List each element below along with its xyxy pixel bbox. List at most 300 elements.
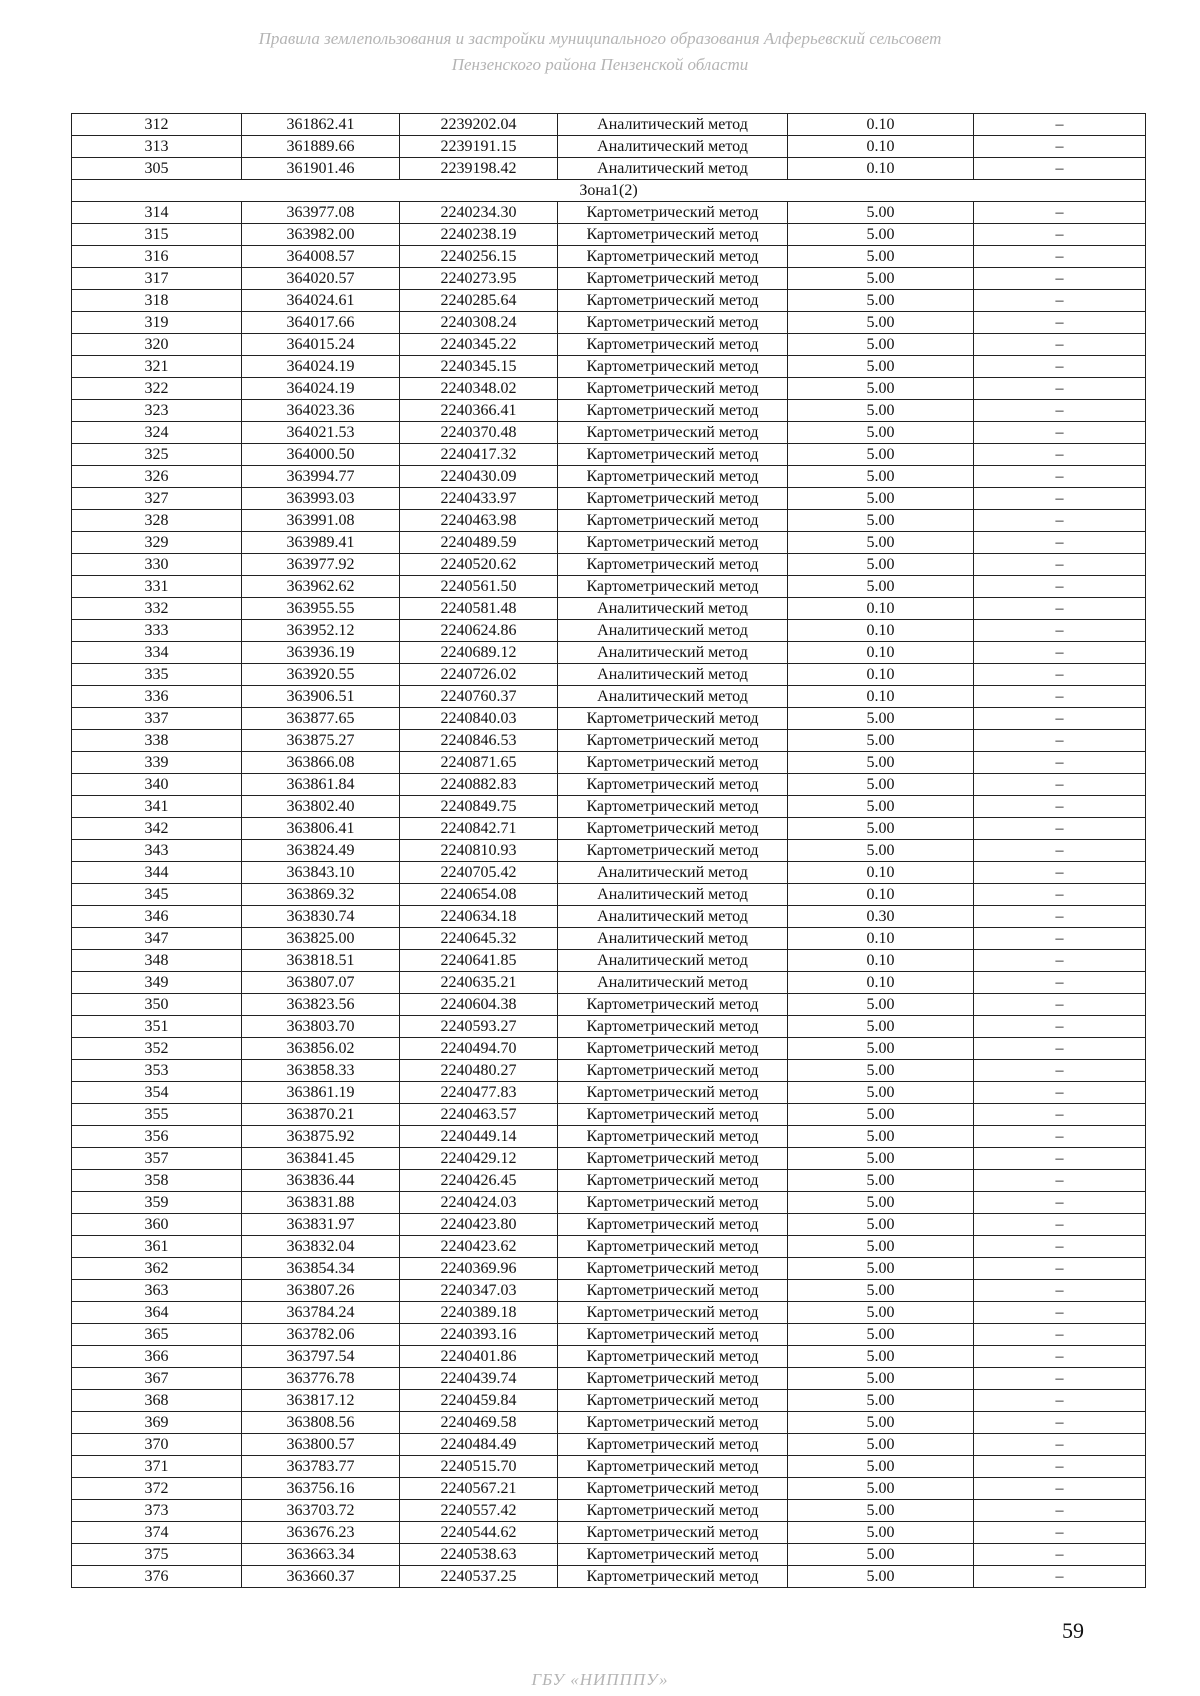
table-row	[72, 906, 1146, 928]
method-cell: Картометрический метод	[558, 532, 788, 554]
x-coordinate-cell: 363663.34	[242, 1544, 400, 1566]
accuracy-cell: 5.00	[788, 488, 974, 510]
y-coordinate-cell: 2240345.22	[400, 334, 558, 356]
point-number-cell: 319	[72, 312, 242, 334]
x-coordinate-cell: 363807.07	[242, 972, 400, 994]
method-cell: Аналитический метод	[558, 642, 788, 664]
y-coordinate-cell: 2240366.41	[400, 400, 558, 422]
accuracy-cell: 0.10	[788, 686, 974, 708]
accuracy-cell: 5.00	[788, 1346, 974, 1368]
x-coordinate-cell: 363977.92	[242, 554, 400, 576]
note-cell: –	[974, 1346, 1146, 1368]
x-coordinate-cell: 363703.72	[242, 1500, 400, 1522]
note-cell: –	[974, 994, 1146, 1016]
note-cell: –	[974, 1302, 1146, 1324]
point-number-cell: 373	[72, 1500, 242, 1522]
y-coordinate-cell: 2239202.04	[400, 114, 558, 136]
note-cell: –	[974, 950, 1146, 972]
table-row	[72, 664, 1146, 686]
x-coordinate-cell: 364008.57	[242, 246, 400, 268]
point-number-cell: 351	[72, 1016, 242, 1038]
accuracy-cell: 5.00	[788, 1214, 974, 1236]
note-cell: –	[974, 1544, 1146, 1566]
method-cell: Картометрический метод	[558, 818, 788, 840]
note-cell: –	[974, 488, 1146, 510]
y-coordinate-cell: 2240480.27	[400, 1060, 558, 1082]
x-coordinate-cell: 364024.19	[242, 356, 400, 378]
y-coordinate-cell: 2240430.09	[400, 466, 558, 488]
note-cell: –	[974, 1390, 1146, 1412]
table-row	[72, 1544, 1146, 1566]
table-row	[72, 796, 1146, 818]
y-coordinate-cell: 2240423.62	[400, 1236, 558, 1258]
y-coordinate-cell: 2240463.98	[400, 510, 558, 532]
point-number-cell: 354	[72, 1082, 242, 1104]
method-cell: Картометрический метод	[558, 1434, 788, 1456]
method-cell: Аналитический метод	[558, 862, 788, 884]
accuracy-cell: 5.00	[788, 796, 974, 818]
accuracy-cell: 5.00	[788, 1192, 974, 1214]
x-coordinate-cell: 363818.51	[242, 950, 400, 972]
table-row	[72, 818, 1146, 840]
note-cell: –	[974, 246, 1146, 268]
method-cell: Картометрический метод	[558, 1258, 788, 1280]
note-cell: –	[974, 708, 1146, 730]
method-cell: Картометрический метод	[558, 290, 788, 312]
y-coordinate-cell: 2240705.42	[400, 862, 558, 884]
point-number-cell: 344	[72, 862, 242, 884]
y-coordinate-cell: 2240871.65	[400, 752, 558, 774]
x-coordinate-cell: 364000.50	[242, 444, 400, 466]
point-number-cell: 322	[72, 378, 242, 400]
table-row	[72, 400, 1146, 422]
method-cell: Аналитический метод	[558, 928, 788, 950]
table-row	[72, 928, 1146, 950]
accuracy-cell: 0.10	[788, 928, 974, 950]
accuracy-cell: 5.00	[788, 994, 974, 1016]
table-row	[72, 994, 1146, 1016]
method-cell: Картометрический метод	[558, 1412, 788, 1434]
point-number-cell: 318	[72, 290, 242, 312]
method-cell: Аналитический метод	[558, 950, 788, 972]
method-cell: Картометрический метод	[558, 466, 788, 488]
y-coordinate-cell: 2240393.16	[400, 1324, 558, 1346]
x-coordinate-cell: 363782.06	[242, 1324, 400, 1346]
y-coordinate-cell: 2240459.84	[400, 1390, 558, 1412]
accuracy-cell: 0.10	[788, 598, 974, 620]
note-cell: –	[974, 664, 1146, 686]
note-cell: –	[974, 1434, 1146, 1456]
table-row	[72, 1434, 1146, 1456]
accuracy-cell: 5.00	[788, 1434, 974, 1456]
x-coordinate-cell: 363836.44	[242, 1170, 400, 1192]
x-coordinate-cell: 363824.49	[242, 840, 400, 862]
point-number-cell: 374	[72, 1522, 242, 1544]
accuracy-cell: 5.00	[788, 1148, 974, 1170]
y-coordinate-cell: 2240449.14	[400, 1126, 558, 1148]
method-cell: Картометрический метод	[558, 1104, 788, 1126]
method-cell: Картометрический метод	[558, 840, 788, 862]
table-row	[72, 1324, 1146, 1346]
note-cell: –	[974, 1456, 1146, 1478]
method-cell: Картометрический метод	[558, 1346, 788, 1368]
table-row	[72, 686, 1146, 708]
note-cell: –	[974, 1258, 1146, 1280]
note-cell: –	[974, 752, 1146, 774]
table-row	[72, 972, 1146, 994]
point-number-cell: 305	[72, 158, 242, 180]
table-row	[72, 532, 1146, 554]
y-coordinate-cell: 2239198.42	[400, 158, 558, 180]
point-number-cell: 334	[72, 642, 242, 664]
x-coordinate-cell: 363875.92	[242, 1126, 400, 1148]
method-cell: Картометрический метод	[558, 554, 788, 576]
point-number-cell: 370	[72, 1434, 242, 1456]
table-row	[72, 598, 1146, 620]
x-coordinate-cell: 363861.19	[242, 1082, 400, 1104]
x-coordinate-cell: 363830.74	[242, 906, 400, 928]
table-row	[72, 642, 1146, 664]
point-number-cell: 323	[72, 400, 242, 422]
accuracy-cell: 5.00	[788, 1038, 974, 1060]
table-row	[72, 1390, 1146, 1412]
x-coordinate-cell: 363841.45	[242, 1148, 400, 1170]
method-cell: Картометрический метод	[558, 422, 788, 444]
y-coordinate-cell: 2240429.12	[400, 1148, 558, 1170]
method-cell: Аналитический метод	[558, 884, 788, 906]
note-cell: –	[974, 356, 1146, 378]
table-row	[72, 1038, 1146, 1060]
x-coordinate-cell: 363806.41	[242, 818, 400, 840]
table-row	[72, 114, 1146, 136]
table-row	[72, 466, 1146, 488]
method-cell: Картометрический метод	[558, 1016, 788, 1038]
note-cell: –	[974, 554, 1146, 576]
accuracy-cell: 5.00	[788, 268, 974, 290]
note-cell: –	[974, 422, 1146, 444]
method-cell: Картометрический метод	[558, 1170, 788, 1192]
note-cell: –	[974, 1148, 1146, 1170]
x-coordinate-cell: 363866.08	[242, 752, 400, 774]
x-coordinate-cell: 361862.41	[242, 114, 400, 136]
method-cell: Картометрический метод	[558, 1478, 788, 1500]
point-number-cell: 372	[72, 1478, 242, 1500]
y-coordinate-cell: 2240726.02	[400, 664, 558, 686]
method-cell: Картометрический метод	[558, 202, 788, 224]
y-coordinate-cell: 2240689.12	[400, 642, 558, 664]
page-number: 59	[1062, 1618, 1084, 1643]
y-coordinate-cell: 2240369.96	[400, 1258, 558, 1280]
accuracy-cell: 5.00	[788, 818, 974, 840]
point-number-cell: 368	[72, 1390, 242, 1412]
y-coordinate-cell: 2240433.97	[400, 488, 558, 510]
y-coordinate-cell: 2240469.58	[400, 1412, 558, 1434]
point-number-cell: 336	[72, 686, 242, 708]
method-cell: Картометрический метод	[558, 312, 788, 334]
y-coordinate-cell: 2240537.25	[400, 1566, 558, 1588]
note-cell: –	[974, 334, 1146, 356]
method-cell: Картометрический метод	[558, 1148, 788, 1170]
note-cell: –	[974, 202, 1146, 224]
accuracy-cell: 5.00	[788, 532, 974, 554]
note-cell: –	[974, 774, 1146, 796]
coordinates-table	[71, 113, 1146, 1588]
table-row	[72, 1236, 1146, 1258]
point-number-cell: 317	[72, 268, 242, 290]
table-row	[72, 950, 1146, 972]
y-coordinate-cell: 2240842.71	[400, 818, 558, 840]
x-coordinate-cell: 363955.55	[242, 598, 400, 620]
accuracy-cell: 5.00	[788, 1544, 974, 1566]
y-coordinate-cell: 2240347.03	[400, 1280, 558, 1302]
x-coordinate-cell: 363676.23	[242, 1522, 400, 1544]
point-number-cell: 333	[72, 620, 242, 642]
y-coordinate-cell: 2240561.50	[400, 576, 558, 598]
y-coordinate-cell: 2240308.24	[400, 312, 558, 334]
y-coordinate-cell: 2240494.70	[400, 1038, 558, 1060]
table-row	[72, 1214, 1146, 1236]
note-cell: –	[974, 290, 1146, 312]
point-number-cell: 358	[72, 1170, 242, 1192]
note-cell: –	[974, 1500, 1146, 1522]
note-cell: –	[974, 576, 1146, 598]
accuracy-cell: 5.00	[788, 246, 974, 268]
y-coordinate-cell: 2240567.21	[400, 1478, 558, 1500]
point-number-cell: 326	[72, 466, 242, 488]
table-row	[72, 1126, 1146, 1148]
table-row	[72, 1478, 1146, 1500]
note-cell: –	[974, 1038, 1146, 1060]
table-row	[72, 224, 1146, 246]
x-coordinate-cell: 363756.16	[242, 1478, 400, 1500]
y-coordinate-cell: 2240641.85	[400, 950, 558, 972]
table-row	[72, 290, 1146, 312]
y-coordinate-cell: 2240477.83	[400, 1082, 558, 1104]
note-cell: –	[974, 400, 1146, 422]
table-row	[72, 1060, 1146, 1082]
table-row	[72, 1346, 1146, 1368]
note-cell: –	[974, 466, 1146, 488]
accuracy-cell: 0.10	[788, 642, 974, 664]
point-number-cell: 332	[72, 598, 242, 620]
x-coordinate-cell: 364017.66	[242, 312, 400, 334]
point-number-cell: 343	[72, 840, 242, 862]
method-cell: Картометрический метод	[558, 400, 788, 422]
point-number-cell: 359	[72, 1192, 242, 1214]
point-number-cell: 328	[72, 510, 242, 532]
note-cell: –	[974, 906, 1146, 928]
method-cell: Картометрический метод	[558, 796, 788, 818]
point-number-cell: 325	[72, 444, 242, 466]
note-cell: –	[974, 1126, 1146, 1148]
table-row	[72, 1500, 1146, 1522]
zone-header-row	[72, 180, 1146, 202]
x-coordinate-cell: 363858.33	[242, 1060, 400, 1082]
x-coordinate-cell: 363977.08	[242, 202, 400, 224]
x-coordinate-cell: 363993.03	[242, 488, 400, 510]
y-coordinate-cell: 2240624.86	[400, 620, 558, 642]
table-row	[72, 1192, 1146, 1214]
note-cell: –	[974, 1060, 1146, 1082]
method-cell: Аналитический метод	[558, 620, 788, 642]
accuracy-cell: 5.00	[788, 730, 974, 752]
x-coordinate-cell: 363831.97	[242, 1214, 400, 1236]
point-number-cell: 352	[72, 1038, 242, 1060]
y-coordinate-cell: 2240285.64	[400, 290, 558, 312]
table-row	[72, 158, 1146, 180]
y-coordinate-cell: 2240484.49	[400, 1434, 558, 1456]
table-row	[72, 730, 1146, 752]
table-row	[72, 1368, 1146, 1390]
method-cell: Картометрический метод	[558, 1544, 788, 1566]
x-coordinate-cell: 363962.62	[242, 576, 400, 598]
point-number-cell: 350	[72, 994, 242, 1016]
point-number-cell: 362	[72, 1258, 242, 1280]
note-cell: –	[974, 1368, 1146, 1390]
coordinates-table-body	[72, 114, 1146, 1588]
note-cell: –	[974, 686, 1146, 708]
accuracy-cell: 5.00	[788, 554, 974, 576]
accuracy-cell: 5.00	[788, 1082, 974, 1104]
note-cell: –	[974, 884, 1146, 906]
x-coordinate-cell: 363843.10	[242, 862, 400, 884]
x-coordinate-cell: 363784.24	[242, 1302, 400, 1324]
y-coordinate-cell: 2240234.30	[400, 202, 558, 224]
point-number-cell: 345	[72, 884, 242, 906]
x-coordinate-cell: 363991.08	[242, 510, 400, 532]
table-row	[72, 510, 1146, 532]
accuracy-cell: 5.00	[788, 1478, 974, 1500]
point-number-cell: 355	[72, 1104, 242, 1126]
y-coordinate-cell: 2240417.32	[400, 444, 558, 466]
x-coordinate-cell: 363823.56	[242, 994, 400, 1016]
point-number-cell: 369	[72, 1412, 242, 1434]
table-row	[72, 620, 1146, 642]
point-number-cell: 365	[72, 1324, 242, 1346]
accuracy-cell: 5.00	[788, 1060, 974, 1082]
method-cell: Картометрический метод	[558, 510, 788, 532]
x-coordinate-cell: 364015.24	[242, 334, 400, 356]
method-cell: Картометрический метод	[558, 1456, 788, 1478]
x-coordinate-cell: 363660.37	[242, 1566, 400, 1588]
table-row	[72, 268, 1146, 290]
x-coordinate-cell: 363776.78	[242, 1368, 400, 1390]
x-coordinate-cell: 364023.36	[242, 400, 400, 422]
table-row	[72, 1412, 1146, 1434]
point-number-cell: 329	[72, 532, 242, 554]
note-cell: –	[974, 1566, 1146, 1588]
x-coordinate-cell: 363800.57	[242, 1434, 400, 1456]
point-number-cell: 335	[72, 664, 242, 686]
method-cell: Аналитический метод	[558, 114, 788, 136]
point-number-cell: 342	[72, 818, 242, 840]
table-row	[72, 862, 1146, 884]
table-row	[72, 576, 1146, 598]
y-coordinate-cell: 2240489.59	[400, 532, 558, 554]
y-coordinate-cell: 2240348.02	[400, 378, 558, 400]
method-cell: Картометрический метод	[558, 1390, 788, 1412]
y-coordinate-cell: 2240256.15	[400, 246, 558, 268]
x-coordinate-cell: 363989.41	[242, 532, 400, 554]
x-coordinate-cell: 363869.32	[242, 884, 400, 906]
point-number-cell: 327	[72, 488, 242, 510]
point-number-cell: 339	[72, 752, 242, 774]
y-coordinate-cell: 2240645.32	[400, 928, 558, 950]
y-coordinate-cell: 2240604.38	[400, 994, 558, 1016]
method-cell: Картометрический метод	[558, 224, 788, 246]
x-coordinate-cell: 363875.27	[242, 730, 400, 752]
accuracy-cell: 5.00	[788, 774, 974, 796]
table-row	[72, 840, 1146, 862]
note-cell: –	[974, 158, 1146, 180]
note-cell: –	[974, 114, 1146, 136]
y-coordinate-cell: 2240238.19	[400, 224, 558, 246]
note-cell: –	[974, 268, 1146, 290]
point-number-cell: 348	[72, 950, 242, 972]
method-cell: Картометрический метод	[558, 444, 788, 466]
method-cell: Картометрический метод	[558, 356, 788, 378]
accuracy-cell: 5.00	[788, 466, 974, 488]
point-number-cell: 315	[72, 224, 242, 246]
accuracy-cell: 5.00	[788, 356, 974, 378]
x-coordinate-cell: 363982.00	[242, 224, 400, 246]
method-cell: Картометрический метод	[558, 1214, 788, 1236]
point-number-cell: 321	[72, 356, 242, 378]
x-coordinate-cell: 363861.84	[242, 774, 400, 796]
y-coordinate-cell: 2240401.86	[400, 1346, 558, 1368]
method-cell: Картометрический метод	[558, 1324, 788, 1346]
accuracy-cell: 5.00	[788, 1566, 974, 1588]
method-cell: Картометрический метод	[558, 730, 788, 752]
method-cell: Аналитический метод	[558, 906, 788, 928]
accuracy-cell: 5.00	[788, 400, 974, 422]
method-cell: Аналитический метод	[558, 972, 788, 994]
accuracy-cell: 5.00	[788, 290, 974, 312]
accuracy-cell: 5.00	[788, 1456, 974, 1478]
note-cell: –	[974, 1214, 1146, 1236]
accuracy-cell: 5.00	[788, 422, 974, 444]
accuracy-cell: 0.10	[788, 950, 974, 972]
point-number-cell: 361	[72, 1236, 242, 1258]
x-coordinate-cell: 361901.46	[242, 158, 400, 180]
table-row	[72, 1148, 1146, 1170]
point-number-cell: 314	[72, 202, 242, 224]
accuracy-cell: 0.10	[788, 114, 974, 136]
accuracy-cell: 5.00	[788, 1236, 974, 1258]
accuracy-cell: 5.00	[788, 444, 974, 466]
note-cell: –	[974, 862, 1146, 884]
note-cell: –	[974, 1192, 1146, 1214]
accuracy-cell: 5.00	[788, 1522, 974, 1544]
table-row	[72, 444, 1146, 466]
y-coordinate-cell: 2240538.63	[400, 1544, 558, 1566]
y-coordinate-cell: 2240810.93	[400, 840, 558, 862]
method-cell: Картометрический метод	[558, 1500, 788, 1522]
y-coordinate-cell: 2240634.18	[400, 906, 558, 928]
x-coordinate-cell: 363856.02	[242, 1038, 400, 1060]
y-coordinate-cell: 2240520.62	[400, 554, 558, 576]
point-number-cell: 357	[72, 1148, 242, 1170]
y-coordinate-cell: 2240581.48	[400, 598, 558, 620]
table-row	[72, 1522, 1146, 1544]
y-coordinate-cell: 2240463.57	[400, 1104, 558, 1126]
accuracy-cell: 0.10	[788, 620, 974, 642]
x-coordinate-cell: 363832.04	[242, 1236, 400, 1258]
method-cell: Картометрический метод	[558, 752, 788, 774]
x-coordinate-cell: 363817.12	[242, 1390, 400, 1412]
y-coordinate-cell: 2240370.48	[400, 422, 558, 444]
point-number-cell: 340	[72, 774, 242, 796]
